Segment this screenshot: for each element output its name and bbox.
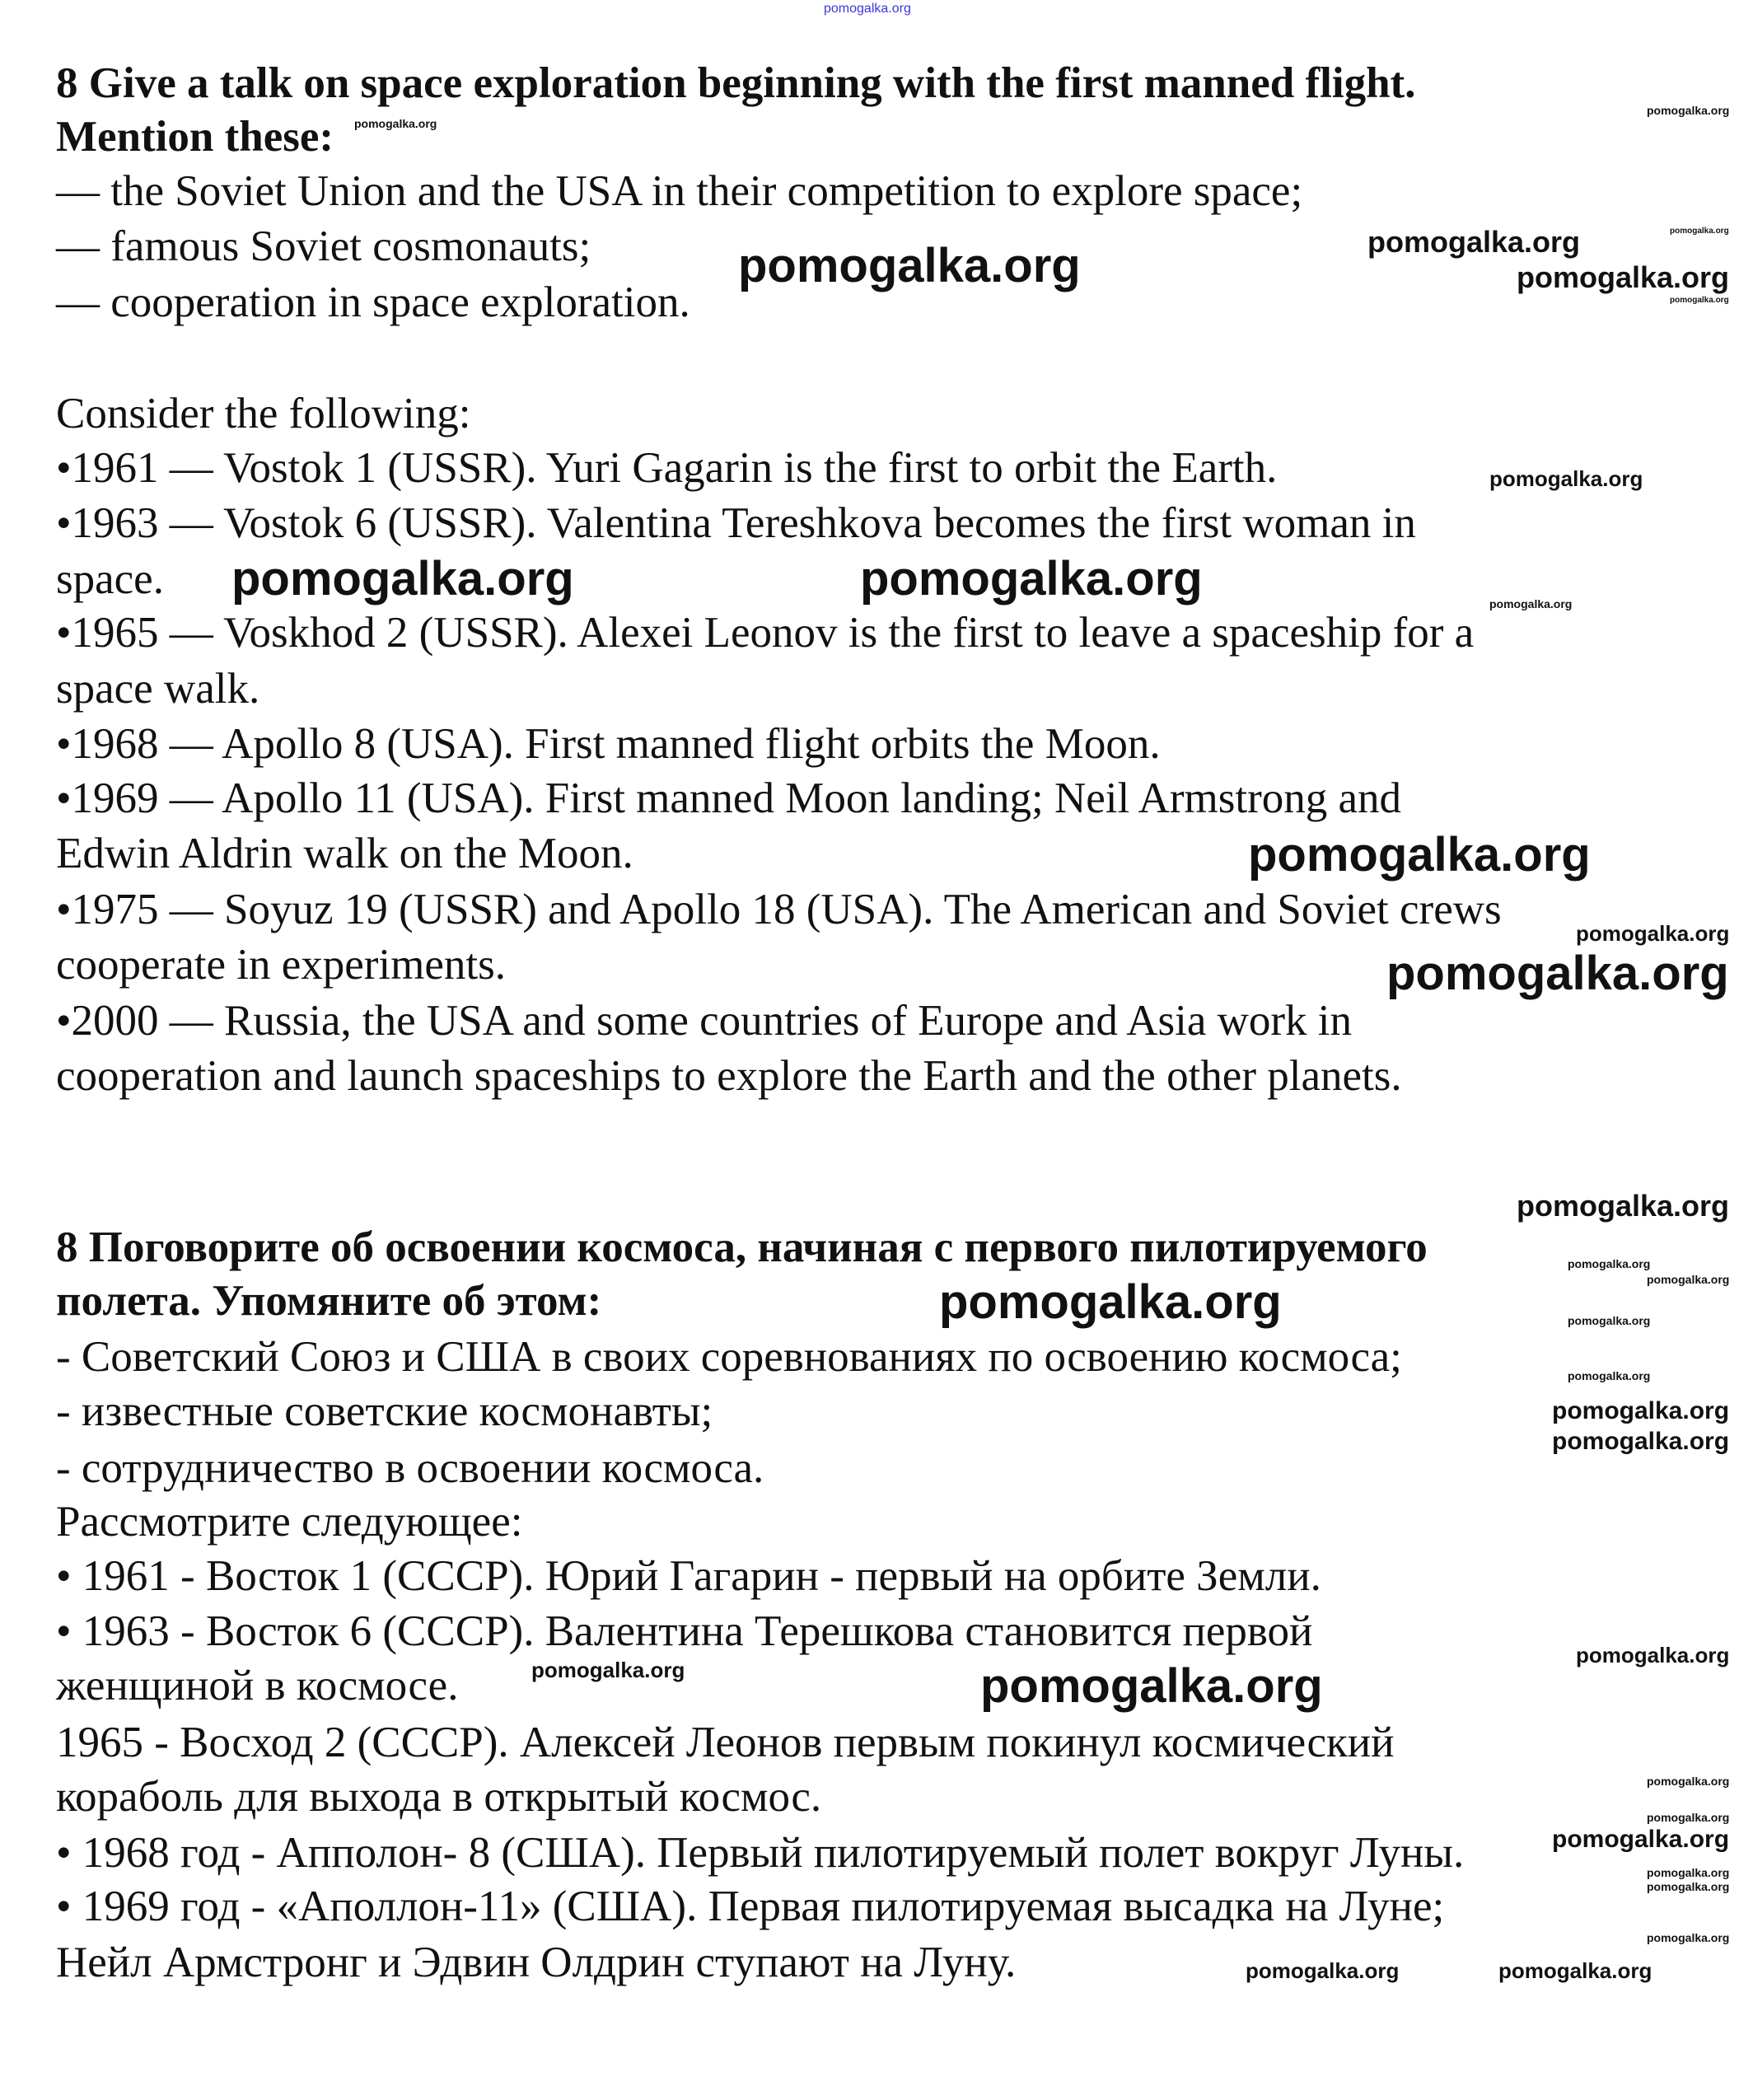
watermark-text: pomogalka.org [1647, 1880, 1730, 1893]
watermark-text: pomogalka.org [1568, 1369, 1651, 1382]
watermark-text: pomogalka.org [1386, 947, 1729, 1000]
watermark-text: pomogalka.org [980, 1659, 1323, 1713]
russian-text-line: • 1961 - Восток 1 (СССР). Юрий Гагарин - первый на орбите Земли. [56, 1552, 1321, 1600]
watermark-text: pomogalka.org [1647, 1931, 1730, 1944]
watermark-text: pomogalka.org [1248, 828, 1591, 882]
english-text-line: space walk. [56, 665, 260, 713]
watermark-text: pomogalka.org [1552, 1826, 1730, 1853]
watermark-text: pomogalka.org [1647, 1866, 1730, 1879]
watermark-text: pomogalka.org [1552, 1397, 1730, 1424]
watermark-text: pomogalka.org [1517, 1189, 1730, 1223]
russian-text-line: женщиной в космосе. [56, 1662, 459, 1709]
watermark-text: pomogalka.org [1647, 104, 1730, 117]
english-text-line: •1961 — Vostok 1 (USSR). Yuri Gagarin is the first to orbit the Earth. [56, 444, 1278, 492]
russian-text-line: - известные советские космонавты; [56, 1387, 713, 1435]
english-text-line: •1968 — Apollo 8 (USA). First manned flight orbits the Moon. [56, 720, 1161, 768]
russian-text-line: Рассмотрите следующее: [56, 1498, 523, 1546]
english-heading-line: 8 Give a talk on space exploration beginning with the first manned flight. [56, 59, 1416, 107]
watermark-text: pomogalka.org [1670, 227, 1729, 236]
russian-text-line: • 1969 год - «Аполлон-11» (США). Первая пилотируемая высадка на Луне; [56, 1883, 1445, 1930]
english-text-line: Consider the following: [56, 390, 471, 437]
russian-heading-line: 8 Поговорите об освоении космоса, начиная с первого пилотируемого [56, 1223, 1428, 1271]
english-text-line: cooperate in experiments. [56, 941, 506, 989]
russian-text-line: • 1968 год - Апполон- 8 (США). Первый пилотируемый полет вокруг Луны. [56, 1829, 1465, 1877]
watermark-text: pomogalka.org [531, 1658, 685, 1682]
watermark-text: pomogalka.org [1367, 225, 1581, 259]
watermark-text: pomogalka.org [354, 117, 437, 130]
russian-text-line: Нейл Армстронг и Эдвин Олдрин ступают на Луну. [56, 1939, 1017, 1986]
english-text-line: — cooperation in space exploration. [56, 278, 690, 326]
english-text-line: space. [56, 555, 164, 603]
watermark-text: pomogalka.org [231, 552, 574, 606]
english-text-line: — famous Soviet cosmonauts; [56, 222, 591, 270]
russian-text-line: • 1963 - Восток 6 (СССР). Валентина Терешкова становится первой [56, 1607, 1313, 1655]
watermark-text: pomogalka.org [1647, 1775, 1730, 1788]
watermark-text: pomogalka.org [1489, 466, 1643, 491]
watermark-text: pomogalka.org [1576, 921, 1730, 946]
russian-text-line: - Советский Союз и США в своих соревнованиях по освоению космоса; [56, 1333, 1402, 1381]
watermark-text: pomogalka.org [1647, 1811, 1730, 1824]
russian-heading-line: полета. Упомяните об этом: [56, 1277, 602, 1325]
english-text-line: •1969 — Apollo 11 (USA). First manned Moon landing; Neil Armstrong and [56, 774, 1402, 822]
russian-text-line: 1965 - Восход 2 (СССР). Алексей Леонов первым покинул космический [56, 1719, 1395, 1766]
watermark-text: pomogalka.org [1647, 1273, 1730, 1286]
watermark-text: pomogalka.org [939, 1275, 1282, 1329]
english-text-line: •1965 — Voskhod 2 (USSR). Alexei Leonov is the first to leave a spaceship for a [56, 609, 1475, 657]
watermark-text: pomogalka.org [1568, 1314, 1651, 1327]
header-watermark-link[interactable]: pomogalka.org [824, 2, 911, 16]
russian-text-line: - сотрудничество в освоении космоса. [56, 1444, 764, 1492]
watermark-text: pomogalka.org [1552, 1428, 1730, 1455]
english-text-line: •1963 — Vostok 6 (USSR). Valentina Tereshkova becomes the first woman in [56, 499, 1416, 547]
watermark-text: pomogalka.org [1576, 1643, 1730, 1667]
english-text-line: •2000 — Russia, the USA and some countries of Europe and Asia work in [56, 997, 1353, 1045]
watermark-text: pomogalka.org [1568, 1257, 1651, 1270]
russian-text-line: кораболь для выхода в открытый космос. [56, 1773, 822, 1821]
watermark-text: pomogalka.org [1517, 260, 1730, 294]
watermark-text: pomogalka.org [860, 552, 1203, 606]
english-text-line: — the Soviet Union and the USA in their competition to explore space; [56, 167, 1303, 215]
watermark-text: pomogalka.org [1246, 1958, 1400, 1983]
english-text-line: •1975 — Soyuz 19 (USSR) and Apollo 18 (USA). The American and Soviet crews [56, 886, 1502, 933]
watermark-text: pomogalka.org [1498, 1958, 1653, 1983]
watermark-text: pomogalka.org [1670, 296, 1729, 305]
english-heading-line: Mention these: [56, 113, 334, 161]
english-text-line: cooperation and launch spaceships to explore the Earth and the other planets. [56, 1052, 1402, 1100]
english-text-line: Edwin Aldrin walk on the Moon. [56, 830, 633, 877]
watermark-text: pomogalka.org [738, 239, 1081, 292]
watermark-text: pomogalka.org [1489, 597, 1573, 610]
